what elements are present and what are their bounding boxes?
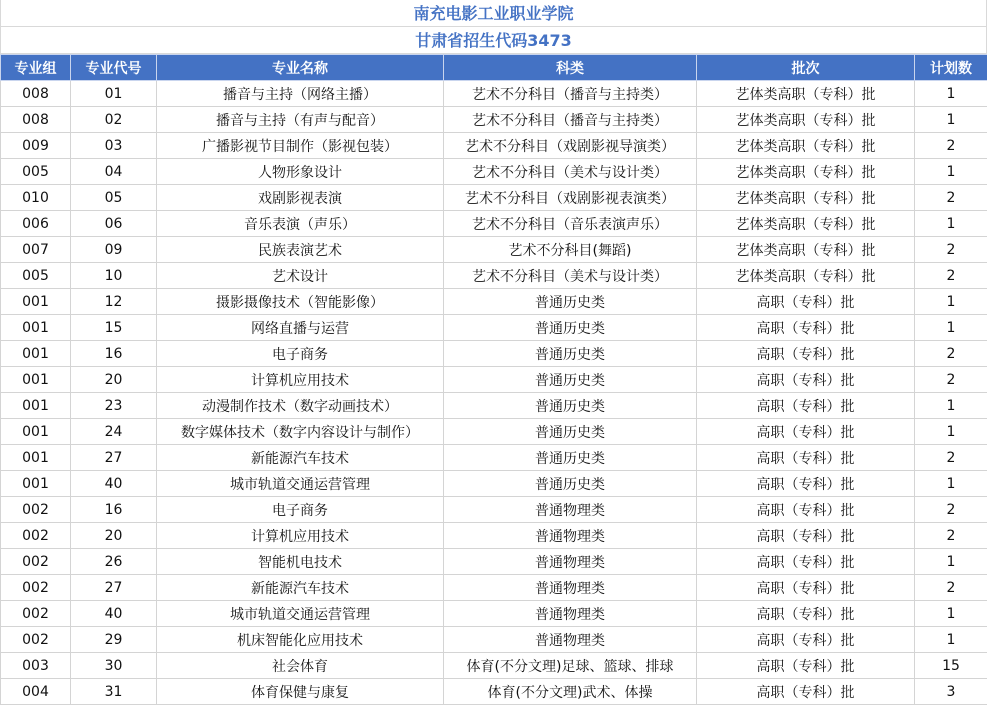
cell-code[interactable]: 20 xyxy=(71,367,157,393)
cell-category[interactable]: 体育(不分文理)武术、体操 xyxy=(444,679,697,705)
table-row xyxy=(1,497,987,523)
cell-code[interactable]: 24 xyxy=(71,419,157,445)
cell-group[interactable]: 001 xyxy=(1,289,71,315)
table-row xyxy=(1,289,987,315)
cell-code[interactable]: 26 xyxy=(71,549,157,575)
cell-batch[interactable]: 高职（专科）批 xyxy=(697,627,915,653)
cell-batch[interactable]: 艺体类高职（专科）批 xyxy=(697,81,915,107)
cell-batch[interactable]: 高职（专科）批 xyxy=(697,575,915,601)
cell-category[interactable]: 普通物理类 xyxy=(444,627,697,653)
col-header-batch[interactable]: 批次 xyxy=(697,55,915,81)
cell-plan[interactable]: 1 xyxy=(915,601,987,627)
cell-code[interactable]: 03 xyxy=(71,133,157,159)
cell-code[interactable]: 16 xyxy=(71,341,157,367)
cell-group[interactable]: 001 xyxy=(1,393,71,419)
cell-category[interactable]: 艺术不分科目（戏剧影视导演类） xyxy=(444,133,697,159)
table-row xyxy=(1,133,987,159)
table-row xyxy=(1,601,987,627)
cell-category[interactable]: 普通物理类 xyxy=(444,575,697,601)
table-row xyxy=(1,159,987,185)
cell-plan[interactable]: 1 xyxy=(915,315,987,341)
table-row xyxy=(1,81,987,107)
table-row xyxy=(1,471,987,497)
cell-category[interactable]: 普通历史类 xyxy=(444,419,697,445)
cell-plan[interactable]: 15 xyxy=(915,653,987,679)
cell-plan[interactable]: 2 xyxy=(915,185,987,211)
cell-major[interactable]: 播音与主持（网络主播） xyxy=(157,81,444,107)
cell-category[interactable]: 普通物理类 xyxy=(444,523,697,549)
table-row xyxy=(1,315,987,341)
cell-category[interactable]: 普通物理类 xyxy=(444,497,697,523)
col-header-code[interactable]: 专业代号 xyxy=(71,55,157,81)
enrollment-table xyxy=(0,54,987,705)
cell-code[interactable]: 05 xyxy=(71,185,157,211)
cell-group[interactable]: 003 xyxy=(1,653,71,679)
cell-category[interactable]: 普通物理类 xyxy=(444,601,697,627)
cell-major[interactable]: 数字媒体技术（数字内容设计与制作） xyxy=(157,419,444,445)
cell-code[interactable]: 06 xyxy=(71,211,157,237)
cell-batch[interactable]: 高职（专科）批 xyxy=(697,549,915,575)
cell-major[interactable]: 电子商务 xyxy=(157,341,444,367)
cell-group[interactable]: 002 xyxy=(1,497,71,523)
cell-code[interactable]: 04 xyxy=(71,159,157,185)
cell-category[interactable]: 普通历史类 xyxy=(444,471,697,497)
header-row xyxy=(1,55,987,81)
cell-batch[interactable]: 高职（专科）批 xyxy=(697,315,915,341)
table-row xyxy=(1,107,987,133)
col-header-plan[interactable]: 计划数 xyxy=(915,55,987,81)
cell-group[interactable]: 001 xyxy=(1,341,71,367)
table-row xyxy=(1,523,987,549)
cell-code[interactable]: 40 xyxy=(71,471,157,497)
cell-group[interactable]: 002 xyxy=(1,523,71,549)
cell-major[interactable]: 新能源汽车技术 xyxy=(157,445,444,471)
cell-major[interactable]: 新能源汽车技术 xyxy=(157,575,444,601)
cell-category[interactable]: 艺术不分科目（播音与主持类） xyxy=(444,81,697,107)
cell-batch[interactable]: 艺体类高职（专科）批 xyxy=(697,211,915,237)
cell-batch[interactable]: 高职（专科）批 xyxy=(697,393,915,419)
cell-plan[interactable]: 1 xyxy=(915,107,987,133)
cell-category[interactable]: 普通历史类 xyxy=(444,367,697,393)
cell-plan[interactable]: 1 xyxy=(915,549,987,575)
cell-code[interactable]: 29 xyxy=(71,627,157,653)
table-row xyxy=(1,575,987,601)
cell-plan[interactable]: 1 xyxy=(915,81,987,107)
cell-major[interactable]: 摄影摄像技术（智能影像） xyxy=(157,289,444,315)
cell-plan[interactable]: 2 xyxy=(915,133,987,159)
cell-major[interactable]: 民族表演艺术 xyxy=(157,237,444,263)
cell-group[interactable]: 001 xyxy=(1,445,71,471)
cell-code[interactable]: 02 xyxy=(71,107,157,133)
cell-major[interactable]: 机床智能化应用技术 xyxy=(157,627,444,653)
table-row xyxy=(1,653,987,679)
table-body xyxy=(1,81,987,705)
col-header-group[interactable]: 专业组 xyxy=(1,55,71,81)
cell-major[interactable]: 智能机电技术 xyxy=(157,549,444,575)
col-header-category[interactable]: 科类 xyxy=(444,55,697,81)
cell-group[interactable]: 001 xyxy=(1,367,71,393)
cell-group[interactable]: 005 xyxy=(1,263,71,289)
table-row xyxy=(1,341,987,367)
cell-category[interactable]: 体育(不分文理)足球、篮球、排球 xyxy=(444,653,697,679)
cell-code[interactable]: 20 xyxy=(71,523,157,549)
cell-category[interactable]: 艺术不分科目（美术与设计类） xyxy=(444,263,697,289)
table-row xyxy=(1,549,987,575)
cell-major[interactable]: 城市轨道交通运营管理 xyxy=(157,471,444,497)
table-row xyxy=(1,393,987,419)
cell-code[interactable]: 12 xyxy=(71,289,157,315)
cell-plan[interactable]: 1 xyxy=(915,627,987,653)
cell-batch[interactable]: 高职（专科）批 xyxy=(697,289,915,315)
cell-major[interactable]: 计算机应用技术 xyxy=(157,367,444,393)
cell-category[interactable]: 艺术不分科目(舞蹈) xyxy=(444,237,697,263)
cell-major[interactable]: 音乐表演（声乐） xyxy=(157,211,444,237)
cell-plan[interactable]: 2 xyxy=(915,523,987,549)
cell-batch[interactable]: 艺体类高职（专科）批 xyxy=(697,159,915,185)
sheet-title: 南充电影工业职业学院 xyxy=(0,0,987,27)
cell-category[interactable]: 艺术不分科目（美术与设计类） xyxy=(444,159,697,185)
cell-plan[interactable]: 1 xyxy=(915,419,987,445)
table-row xyxy=(1,211,987,237)
cell-major[interactable]: 播音与主持（有声与配音） xyxy=(157,107,444,133)
cell-code[interactable]: 30 xyxy=(71,653,157,679)
cell-group[interactable]: 010 xyxy=(1,185,71,211)
cell-category[interactable]: 艺术不分科目（戏剧影视表演类） xyxy=(444,185,697,211)
cell-code[interactable]: 10 xyxy=(71,263,157,289)
cell-plan[interactable]: 1 xyxy=(915,471,987,497)
cell-category[interactable]: 艺术不分科目（播音与主持类） xyxy=(444,107,697,133)
cell-major[interactable]: 城市轨道交通运营管理 xyxy=(157,601,444,627)
cell-plan[interactable]: 2 xyxy=(915,367,987,393)
cell-plan[interactable]: 1 xyxy=(915,211,987,237)
cell-batch[interactable]: 高职（专科）批 xyxy=(697,679,915,705)
cell-major[interactable]: 艺术设计 xyxy=(157,263,444,289)
cell-batch[interactable]: 艺体类高职（专科）批 xyxy=(697,263,915,289)
cell-batch[interactable]: 艺体类高职（专科）批 xyxy=(697,185,915,211)
cell-group[interactable]: 004 xyxy=(1,679,71,705)
cell-plan[interactable]: 1 xyxy=(915,393,987,419)
table-row xyxy=(1,237,987,263)
sheet-subtitle: 甘肃省招生代码3473 xyxy=(0,27,987,54)
cell-batch[interactable]: 高职（专科）批 xyxy=(697,523,915,549)
cell-major[interactable]: 动漫制作技术（数字动画技术） xyxy=(157,393,444,419)
cell-code[interactable]: 09 xyxy=(71,237,157,263)
cell-group[interactable]: 008 xyxy=(1,107,71,133)
cell-batch[interactable]: 高职（专科）批 xyxy=(697,419,915,445)
cell-plan[interactable]: 2 xyxy=(915,237,987,263)
cell-plan[interactable]: 1 xyxy=(915,159,987,185)
col-header-major[interactable]: 专业名称 xyxy=(157,55,444,81)
cell-batch[interactable]: 艺体类高职（专科）批 xyxy=(697,133,915,159)
cell-code[interactable]: 15 xyxy=(71,315,157,341)
cell-code[interactable]: 23 xyxy=(71,393,157,419)
cell-major[interactable]: 人物形象设计 xyxy=(157,159,444,185)
cell-group[interactable]: 008 xyxy=(1,81,71,107)
cell-group[interactable]: 005 xyxy=(1,159,71,185)
cell-code[interactable]: 27 xyxy=(71,445,157,471)
cell-batch[interactable]: 高职（专科）批 xyxy=(697,341,915,367)
table-row xyxy=(1,263,987,289)
cell-category[interactable]: 艺术不分科目（音乐表演声乐） xyxy=(444,211,697,237)
table-row xyxy=(1,627,987,653)
cell-group[interactable]: 009 xyxy=(1,133,71,159)
table-row xyxy=(1,367,987,393)
cell-group[interactable]: 001 xyxy=(1,471,71,497)
table-row xyxy=(1,679,987,705)
cell-group[interactable]: 002 xyxy=(1,549,71,575)
cell-group[interactable]: 002 xyxy=(1,601,71,627)
cell-major[interactable]: 戏剧影视表演 xyxy=(157,185,444,211)
cell-group[interactable]: 006 xyxy=(1,211,71,237)
cell-code[interactable]: 40 xyxy=(71,601,157,627)
cell-group[interactable]: 002 xyxy=(1,575,71,601)
cell-major[interactable]: 电子商务 xyxy=(157,497,444,523)
cell-category[interactable]: 普通历史类 xyxy=(444,393,697,419)
cell-major[interactable]: 计算机应用技术 xyxy=(157,523,444,549)
cell-batch[interactable]: 艺体类高职（专科）批 xyxy=(697,237,915,263)
cell-category[interactable]: 普通历史类 xyxy=(444,445,697,471)
cell-batch[interactable]: 高职（专科）批 xyxy=(697,601,915,627)
cell-batch[interactable]: 高职（专科）批 xyxy=(697,653,915,679)
cell-group[interactable]: 007 xyxy=(1,237,71,263)
cell-major[interactable]: 社会体育 xyxy=(157,653,444,679)
cell-group[interactable]: 002 xyxy=(1,627,71,653)
cell-plan[interactable]: 2 xyxy=(915,263,987,289)
cell-plan[interactable]: 2 xyxy=(915,341,987,367)
cell-plan[interactable]: 3 xyxy=(915,679,987,705)
cell-plan[interactable]: 2 xyxy=(915,445,987,471)
cell-batch[interactable]: 高职（专科）批 xyxy=(697,471,915,497)
cell-batch[interactable]: 高职（专科）批 xyxy=(697,497,915,523)
cell-code[interactable]: 16 xyxy=(71,497,157,523)
cell-category[interactable]: 普通历史类 xyxy=(444,315,697,341)
cell-major[interactable]: 体育保健与康复 xyxy=(157,679,444,705)
cell-major[interactable]: 广播影视节目制作（影视包装） xyxy=(157,133,444,159)
cell-category[interactable]: 普通历史类 xyxy=(444,289,697,315)
cell-code[interactable]: 31 xyxy=(71,679,157,705)
cell-group[interactable]: 001 xyxy=(1,419,71,445)
table-row xyxy=(1,419,987,445)
cell-code[interactable]: 01 xyxy=(71,81,157,107)
cell-plan[interactable]: 1 xyxy=(915,289,987,315)
cell-plan[interactable]: 2 xyxy=(915,497,987,523)
cell-batch[interactable]: 高职（专科）批 xyxy=(697,445,915,471)
cell-batch[interactable]: 艺体类高职（专科）批 xyxy=(697,107,915,133)
table-row xyxy=(1,185,987,211)
cell-major[interactable]: 网络直播与运营 xyxy=(157,315,444,341)
cell-code[interactable]: 27 xyxy=(71,575,157,601)
cell-group[interactable]: 001 xyxy=(1,315,71,341)
table-row xyxy=(1,445,987,471)
cell-category[interactable]: 普通物理类 xyxy=(444,549,697,575)
cell-plan[interactable]: 2 xyxy=(915,575,987,601)
cell-batch[interactable]: 高职（专科）批 xyxy=(697,367,915,393)
cell-category[interactable]: 普通历史类 xyxy=(444,341,697,367)
